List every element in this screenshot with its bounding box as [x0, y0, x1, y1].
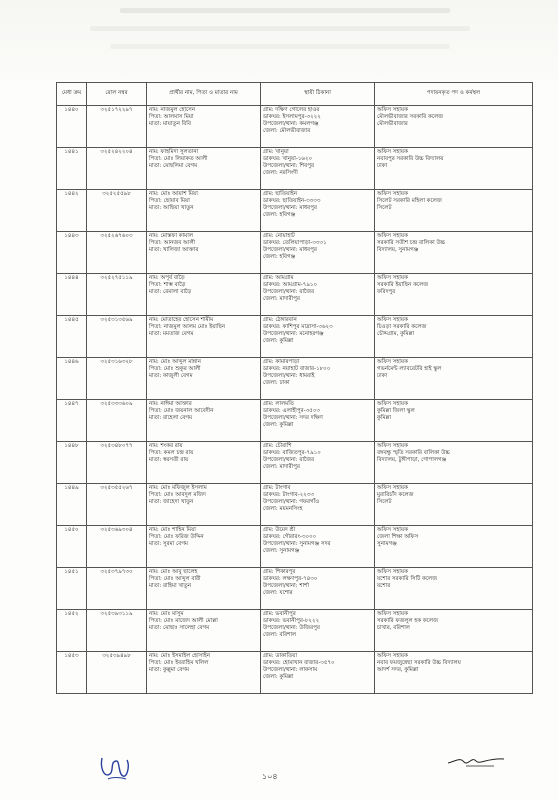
merit-rank-cell: ১৪৫৩ — [57, 652, 87, 694]
name-line: মাতা: রাহেলা বেগম — [149, 415, 193, 422]
address-line: জেলা: হবিগঞ্জ — [263, 254, 296, 261]
address-cell — [261, 106, 375, 148]
table-row — [57, 106, 533, 148]
posting-line: কুমিল্লা জিলা স্কুল — [377, 408, 415, 415]
address-line: উপজেলা/থানা: রাজৈর — [263, 457, 315, 464]
address-line: ডাকঘর: কাশিপুর মাদ্রাসা-৩৬২৩ — [263, 324, 333, 331]
name-line: পিতা: মোঃ মাজেদ আলী মোল্লা — [149, 618, 218, 625]
address-line: ডাকঘর: এলাহীপুর-৩৫০৩ — [263, 408, 320, 415]
posting-cell — [375, 232, 533, 274]
signature-initials — [96, 752, 136, 782]
address-line: গ্রাম: ডাকাতিয়া — [263, 653, 297, 659]
table-row — [57, 148, 533, 190]
address-line: গ্রাম: লালমতি — [263, 401, 294, 407]
table-row — [57, 526, 533, 568]
posting-cell — [375, 568, 533, 610]
address-line: জেলা: মৌলভীবাজার — [263, 128, 311, 135]
address-line: উপজেলা/থানা: শিবপুর — [263, 163, 314, 170]
signature — [446, 753, 506, 769]
posting-line: মৌলভীবাজার — [377, 121, 408, 128]
posting-line: সিলেট সরকারি মহিলা কলেজ — [377, 198, 442, 205]
name-line: নাম: মোঃ আয়াশ মিয়া — [149, 191, 198, 197]
name-line: পিতা: নাজমুল আলম মোঃ ইয়াছিন — [149, 324, 226, 331]
merit-rank-cell: ১৪৪৪ — [57, 274, 87, 316]
address-cell — [261, 610, 375, 652]
name-line: মাতা: স্বরসতী রায় — [149, 457, 189, 464]
merit-rank-cell: ১৪৪০ — [57, 106, 87, 148]
address-line: জেলা: কুমিল্লা — [263, 422, 294, 429]
address-line: উপজেলা/থানা: সদর দক্ষিণ — [263, 415, 323, 422]
posting-line: বিদ্যালয়, টুঙ্গীপাড়া, গোপালগঞ্জ — [377, 457, 447, 464]
roll-number-cell: ৩২৫৩৯৪৯৮ — [87, 652, 147, 694]
posting-line: অফিস সহায়ক — [377, 317, 408, 323]
name-line: পিতা: মোঃ আবদুল মজিদ — [149, 492, 206, 499]
address-line: জেলা: মাদারীপুর — [263, 296, 300, 303]
name-line: মাতা: রেমালা বাড়ৈ — [149, 289, 192, 296]
address-line: গ্রাম: উমেদ শ্রী — [263, 527, 296, 533]
posting-cell — [375, 400, 533, 442]
table-header-row — [57, 83, 533, 106]
merit-list-table — [56, 82, 533, 694]
address-cell — [261, 274, 375, 316]
name-line: পিতা: কমল চন্দ্র রায় — [149, 450, 194, 457]
address-line: জেলা: ঢাকা — [263, 380, 290, 387]
candidate-names-cell — [147, 190, 261, 232]
name-line: মাতা: আছিয়া খাতুন — [149, 205, 194, 212]
roll-number-cell: ৩২৫৩৭৯৭৩০ — [87, 568, 147, 610]
merit-rank-cell: ১৪৪৫ — [57, 316, 87, 358]
address-cell — [261, 358, 375, 400]
name-line: নাম: মোঃ মাসুম — [149, 611, 184, 617]
address-line: গ্রাম: ভবানীপুর — [263, 611, 296, 617]
posting-line: নবাবপুর সরকারি উচ্চ বিদ্যালয় — [377, 156, 444, 163]
address-cell — [261, 400, 375, 442]
table-row — [57, 190, 533, 232]
posting-line: সরকারি ইয়াছিন কলেজ — [377, 282, 429, 289]
name-line: মাতা: রাহিমা খাতুন — [149, 583, 192, 590]
merit-rank-cell: ১৪৪৮ — [57, 442, 87, 484]
name-line: নাম: মোঃ শাহিন মিয়া — [149, 527, 196, 533]
address-line: গ্রাম: খানুয়া — [263, 149, 289, 155]
name-line: মাতা: খালিজা আক্তার — [149, 247, 199, 254]
address-line: গ্রাম: আমগ্রাম — [263, 275, 294, 281]
address-line: গ্রাম: চৌরাশি — [263, 443, 292, 449]
address-cell — [261, 442, 375, 484]
address-line: জেলা: হবিগঞ্জ — [263, 212, 296, 219]
posting-line: যশোর — [377, 583, 391, 590]
address-line: জেলা: নরসিংদী — [263, 170, 298, 177]
roll-number-cell: ৩২৫৩৯৩১১৯ — [87, 610, 147, 652]
address-line: উপজেলা/থানা: কমলগঞ্জ — [263, 121, 319, 128]
posting-line: অফিস সহায়ক — [377, 149, 408, 155]
posting-line: চৌদ্দগ্রাম, কুমিল্লা — [377, 331, 415, 338]
name-line: পিতা: মোঃ জয়নাল আবেদীন — [149, 408, 214, 415]
name-line: পিতা: মোঃ শুকুর আলী — [149, 366, 201, 373]
posting-cell — [375, 106, 533, 148]
posting-cell — [375, 190, 533, 232]
posting-cell — [375, 442, 533, 484]
address-line: জেলা: মাদারীপুর — [263, 464, 300, 471]
address-line: গ্রাম: ঠেঙ্গারবান — [263, 317, 297, 323]
address-line: গ্রাম: নোয়াহাট — [263, 233, 295, 239]
name-line: পিতা: মোঃ লিয়াকত আলী — [149, 156, 208, 163]
candidate-names-cell — [147, 400, 261, 442]
roll-number-cell: ৩২৫১৭২২৯৭ — [87, 106, 147, 148]
address-line: ডাকঘর: টাংগাব-২২৩৩ — [263, 492, 315, 499]
roll-number-cell: ৩২৫৩১৬৩২৮ — [87, 358, 147, 400]
name-line: মাতা: জাহেদা খাতুন — [149, 499, 194, 506]
merit-rank-cell: ১৪৪১ — [57, 148, 87, 190]
posting-line: জেলা শিক্ষা অফিস — [377, 534, 419, 541]
posting-cell — [375, 526, 533, 568]
address-line: ডাকঘর: লক্ষণপুর-৭৪৩০ — [263, 576, 318, 583]
address-line: ডাকঘর: তেলিয়াপাড়া-৩৩৩১ — [263, 240, 327, 247]
faded-header-line — [90, 26, 470, 31]
candidate-names-cell — [147, 106, 261, 148]
address-line: ডাকঘর: ছাতিয়াইন-৩৩৩৩ — [263, 198, 321, 205]
name-line: পিতা: আলমাস মিয়া — [149, 114, 194, 121]
name-line: মাতা: সুরমা বেগম — [149, 541, 188, 548]
faded-header-band — [0, 0, 558, 80]
address-line: জেলা: সুনামগঞ্জ — [263, 548, 300, 555]
header-permanent-address: স্থায়ী ঠিকানা — [261, 83, 375, 106]
posting-line: ঢাকা — [377, 163, 388, 170]
name-line: পিতা: আনজব আলী — [149, 240, 196, 247]
posting-cell — [375, 652, 533, 694]
name-line: নাম: মোঃ মফিজুল ইসলাম — [149, 485, 207, 491]
posting-line: অফিস সহায়ক — [377, 485, 408, 491]
name-line: পিতা: মোঃ আব্দুল বারী — [149, 576, 201, 583]
posting-line: অফিস সহায়ক — [377, 653, 408, 659]
roll-number-cell: ৩২৫২৫৫৯৮ — [87, 190, 147, 232]
candidate-names-cell — [147, 484, 261, 526]
candidate-names-cell — [147, 358, 261, 400]
posting-cell — [375, 484, 533, 526]
address-line: গ্রাম: শিকারপুর — [263, 569, 296, 575]
address-line: ডাকঘর: ভবানীপুর-৮২২২ — [263, 618, 320, 625]
name-line: মাতা: মোছলিমা বেগম — [149, 163, 198, 170]
address-line: জেলা: কুমিল্লা — [263, 338, 294, 345]
address-line: উপজেলা/থানা: গফরগাঁও — [263, 499, 320, 506]
table-row — [57, 568, 533, 610]
address-line: উপজেলা/থানা: ধামরাই — [263, 373, 315, 380]
name-line: মাতা: মোছাঃ সালেহা বেগম — [149, 625, 210, 632]
posting-line: আদর্শ সদর, কুমিল্লা — [377, 667, 419, 674]
address-cell — [261, 484, 375, 526]
name-line: নাম: নাঈমা আক্তার — [149, 401, 192, 407]
address-cell — [261, 526, 375, 568]
address-line: গ্রাম: ছাতিয়াইন — [263, 191, 297, 197]
header-posting: পদায়নকৃত পদ ও কর্মস্থল — [375, 83, 533, 106]
candidate-names-cell — [147, 610, 261, 652]
table-row — [57, 232, 533, 274]
address-line: গ্রাম: টাংগাব — [263, 485, 291, 491]
address-line: উপজেলা/থানা: মাধবপুর — [263, 205, 317, 212]
table-row — [57, 316, 533, 358]
name-line: পিতা: মোঃ ইবরাহিম খলিল — [149, 660, 209, 667]
address-line: জেলা: যশোর — [263, 590, 293, 597]
posting-line: অফিস সহায়ক — [377, 275, 408, 281]
posting-line: সরকারি সতীশ চন্দ্র বালিকা উচ্চ — [377, 240, 446, 247]
table-row — [57, 400, 533, 442]
name-line: নাম: ফাহমিদা সুলতানা — [149, 149, 199, 155]
posting-line: যশোর সরকারি সিটি কলেজ — [377, 576, 438, 583]
roll-number-cell: ৩২৫৩৪৮০৭৭ — [87, 442, 147, 484]
address-line: ডাকঘর: ইসলামপুর-৩২২২ — [263, 114, 321, 121]
merit-rank-cell: ১৪৫০ — [57, 526, 87, 568]
posting-line: বিদ্যালয়, সুনামগঞ্জ — [377, 247, 419, 254]
posting-cell — [375, 358, 533, 400]
roll-number-cell: ৩২৫২৪২২০৪ — [87, 148, 147, 190]
merit-rank-cell: ১৪৪৯ — [57, 484, 87, 526]
roll-number-cell: ৩২৫৩১৩৫৬৯ — [87, 316, 147, 358]
name-line: নাম: মোঃ আবু ছালেহ — [149, 569, 198, 575]
address-line: ডাকঘর: গৌরারং-৩০০০ — [263, 534, 317, 541]
address-cell — [261, 568, 375, 610]
posting-line: চিওড়া সরকারি কলেজ — [377, 324, 427, 331]
candidate-names-cell — [147, 316, 261, 358]
posting-line: কুমিল্লা — [377, 415, 391, 422]
posting-line: অফিস সহায়ক — [377, 569, 408, 575]
address-line: গ্রাম: দক্ষিণ গোলের হাওর — [263, 107, 320, 113]
page-number: ১০৪ — [262, 772, 278, 781]
posting-line: অফিস সহায়ক — [377, 443, 408, 449]
name-line: মাতা: মায়াতুন বিবি — [149, 121, 191, 128]
table-row — [57, 358, 533, 400]
candidate-names-cell — [147, 232, 261, 274]
address-line: উপজেলা/থানা: শার্শা — [263, 583, 310, 590]
table-row — [57, 484, 533, 526]
posting-line: সুনামগঞ্জ — [377, 541, 397, 548]
name-line: মাতা: কুল্লুমা বেগম — [149, 667, 190, 674]
address-line: উপজেলা/থানা: রাজৈর — [263, 289, 315, 296]
name-line: মাতা: মমতাজ বেগম — [149, 331, 194, 338]
name-line: নাম: মোঃ আব্দুল মান্নান — [149, 359, 201, 365]
address-line: ডাকঘর: বাজিতপুর-৭৯১০ — [263, 450, 321, 457]
header-roll-number: রোল নম্বর — [87, 83, 147, 106]
candidate-names-cell — [147, 568, 261, 610]
address-line: গ্রাম: কামারপাড়া — [263, 359, 300, 365]
address-line: ডাকঘর: নয়াহাট বাজার-১৮০০ — [263, 366, 331, 373]
address-line: উপজেলা/থানা: সুনামগঞ্জ সদর — [263, 541, 331, 548]
posting-line: অফিস সহায়ক — [377, 107, 408, 113]
candidate-names-cell — [147, 526, 261, 568]
roll-number-cell: ৩২৫৩৬৯৩০৪ — [87, 526, 147, 568]
roll-number-cell: ৩২৫২৭৫১১৯ — [87, 274, 147, 316]
merit-rank-cell: ১৪৪৩ — [57, 232, 87, 274]
posting-line: অফিস সহায়ক — [377, 191, 408, 197]
posting-line: মৌলভীবাজার সরকারি কলেজ — [377, 114, 444, 121]
posting-line: মুরারিচাঁদ কলেজ — [377, 492, 414, 499]
posting-line: গভর্নমেন্ট ল্যাবরেটরি হাই স্কুল — [377, 366, 442, 373]
posting-line: অফিস সহায়ক — [377, 233, 408, 239]
table-row — [57, 274, 533, 316]
posting-line: অফিস সহায়ক — [377, 611, 408, 617]
address-line: উপজেলা/থানা: লাকসাম — [263, 667, 318, 674]
posting-line: অফিস সহায়ক — [377, 527, 408, 533]
name-line: নাম: মোঃ ইসমাইল হোসাইন — [149, 653, 211, 659]
address-line: ডাকঘর: আমগ্রাম-৭৯১০ — [263, 282, 318, 289]
posting-cell — [375, 148, 533, 190]
candidate-names-cell — [147, 652, 261, 694]
merit-rank-cell: ১৪৫২ — [57, 610, 87, 652]
name-line: নাম: মোতাহের হোসেন শামীম — [149, 317, 214, 323]
table-row — [57, 442, 533, 484]
name-line: নাম: নাজমুল হোসেন — [149, 107, 196, 113]
address-cell — [261, 190, 375, 232]
posting-cell — [375, 610, 533, 652]
name-line: পিতা: শাম্ভ বাড়ৈ — [149, 282, 186, 289]
address-line: ডাকঘর: খানুয়া-১৬২০ — [263, 156, 313, 163]
faded-header-line — [120, 8, 450, 13]
name-line: নাম: মোস্তফা কামাল — [149, 233, 193, 239]
address-line: উপজেলা/থানা: মনোহরগঞ্জ — [263, 331, 324, 338]
candidate-names-cell — [147, 148, 261, 190]
posting-line: বঙ্গবন্ধু স্মৃতি সরকারি বালিকা উচ্চ — [377, 450, 450, 457]
address-line: জেলা: ময়মনসিংহ — [263, 506, 303, 513]
posting-cell — [375, 316, 533, 358]
merit-rank-cell: ১৪৪৭ — [57, 400, 87, 442]
posting-cell — [375, 274, 533, 316]
roll-number-cell: ৩২৫২৬৭৬০৩ — [87, 232, 147, 274]
header-candidate-names: প্রার্থীর নাম, পিতা ও মাতার নাম — [147, 83, 261, 106]
address-cell — [261, 148, 375, 190]
address-line: ডাকঘর: হোমাখান বাজার-৩৫৭০ — [263, 660, 335, 667]
name-line: পিতা: মোঃ ফরিজ উদ্দিন — [149, 534, 204, 541]
roll-number-cell: ৩২৫৩৩৩৬০৯ — [87, 400, 147, 442]
address-cell — [261, 316, 375, 358]
merit-rank-cell: ১৪৪৬ — [57, 358, 87, 400]
posting-line: ঢাকা — [377, 373, 388, 380]
name-line: নাম: শংকর রায় — [149, 443, 183, 449]
merit-rank-cell: ১৪৫১ — [57, 568, 87, 610]
table-row — [57, 610, 533, 652]
address-line: উপজেলা/থানা: উজিরপুর — [263, 625, 320, 632]
posting-line: অফিস সহায়ক — [377, 359, 408, 365]
name-line: মাতা: কাজুলী বেগম — [149, 373, 193, 380]
roll-number-cell: ৩২৫৩৫৫২৬৭ — [87, 484, 147, 526]
address-line: জেলা: বরিশাল — [263, 632, 297, 639]
merit-rank-cell: ১৪৪২ — [57, 190, 87, 232]
posting-line: সিলেট — [377, 499, 392, 506]
faded-header-line — [110, 44, 450, 49]
posting-line: অফিস সহায়ক — [377, 401, 408, 407]
candidate-names-cell — [147, 274, 261, 316]
address-cell — [261, 652, 375, 694]
header-merit-rank: মেধা ক্রম — [57, 83, 87, 106]
posting-line: সিলেট — [377, 205, 392, 212]
name-line: পিতা: ছোয়াব মিয়া — [149, 198, 190, 205]
address-line: উপজেলা/থানা: মাধবপুর — [263, 247, 317, 254]
posting-line: ফরিদপুর — [377, 289, 396, 296]
posting-line: সরকারি ফজলুল হক কলেজ — [377, 618, 438, 625]
address-cell — [261, 232, 375, 274]
posting-line: নবাব ফয়জুন্নেছা সরকারি উচ্চ বিদ্যালয় — [377, 660, 461, 667]
address-line: জেলা: কুমিল্লা — [263, 674, 294, 681]
name-line: নাম: অপূর্ব বাড়ৈ — [149, 275, 185, 281]
table-row — [57, 652, 533, 694]
candidate-names-cell — [147, 442, 261, 484]
posting-line: চাখার, বরিশাল — [377, 625, 410, 632]
